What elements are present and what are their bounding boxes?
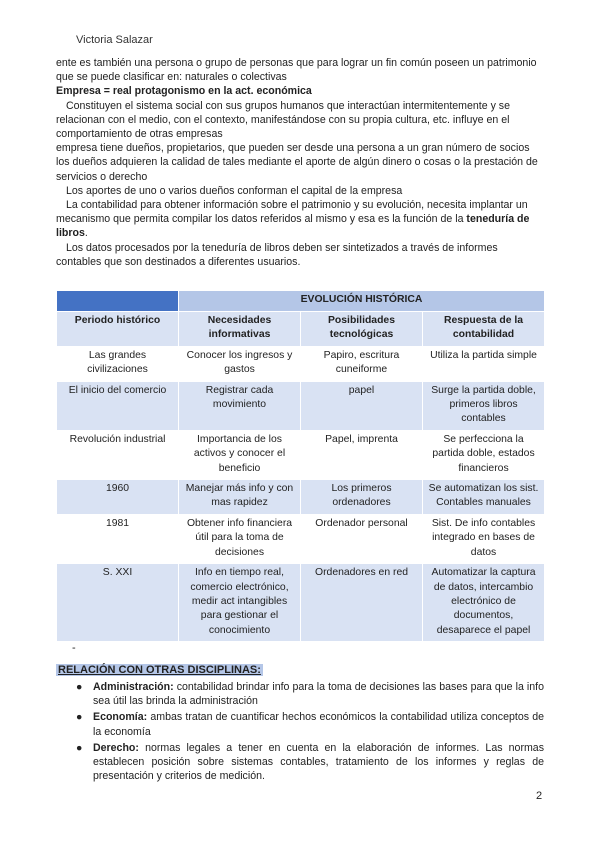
paragraph: empresa tiene dueños, propietarios, que pueden ser desde una persona a un gran número de socios los dueños adquieren la calidad de tales mediante el aporte de algún dinero o cosas o la prestación de servicios o derecho <box>56 142 538 183</box>
table-row <box>57 381 545 430</box>
table-cell: 1981 <box>57 514 179 563</box>
column-header: Necesidades informativas <box>179 312 301 347</box>
list-term: Economía: <box>93 711 148 724</box>
table-row <box>57 480 545 515</box>
table-cell: Importancia de los activos y conocer el beneficio <box>179 430 301 479</box>
table-row <box>57 346 545 381</box>
table-cell: Los primeros ordenadores <box>301 480 423 515</box>
list-item <box>56 741 544 784</box>
paragraph: Constituyen el sistema social con sus grupos humanos que interactúan intermitentemente y se relacionan con el medio, con el contexto, manifestándose con su propia cultura, etc. influye en el comportamiento de otras empresas <box>56 99 510 141</box>
relations-heading: RELACIÓN CON OTRAS DISCIPLINAS: <box>58 664 261 676</box>
bullet-icon: ● <box>76 681 83 693</box>
table-cell: Info en tiempo real, comercio electrónico, medir act intangibles para gestionar el conocimiento <box>179 564 301 642</box>
list-item <box>56 710 544 738</box>
table-cell: Utiliza la partida simple <box>423 346 545 381</box>
table-header-row <box>57 312 545 347</box>
list-text: normas legales a tener en cuenta en la elaboración de informes. Las normas establecen posición sobre sistemas contables, tratamiento de los informes y reglas de presentación y criterios de medición. <box>93 741 544 783</box>
table-cell: Papel, imprenta <box>301 430 423 479</box>
table-row <box>57 430 545 479</box>
table-cell: Automatizar la captura de datos, intercambio electrónico de documentos, desaparece el papel <box>423 564 545 642</box>
table-cell: Manejar más info y con mas rapidez <box>179 480 301 515</box>
paragraph: Los aportes de uno o varios dueños conforman el capital de la empresa <box>66 184 403 197</box>
table-cell: Se automatizan los sist. Contables manuales <box>423 480 545 515</box>
table-cell: Papiro, escritura cuneiforme <box>301 346 423 381</box>
table-cell: Surge la partida doble, primeros libros contables <box>423 381 545 430</box>
table-cell: Conocer los ingresos y gastos <box>179 346 301 381</box>
column-header: Respuesta de la contabilidad <box>423 312 545 347</box>
list-term: Derecho: <box>93 741 139 754</box>
column-header: Posibilidades tecnológicas <box>301 312 423 347</box>
paragraph: ente es también una persona o grupo de personas que para lograr un fin común poseen un patrimonio que se puede clasificar en: naturales o colectivas <box>56 57 537 84</box>
table-cell: Las grandes civilizaciones <box>57 346 179 381</box>
table-band-cell <box>57 291 179 312</box>
table-cell: Sist. De info contables integrado en bases de datos <box>423 514 545 563</box>
table-row <box>57 564 545 642</box>
table-row <box>57 514 545 563</box>
author-name: Victoria Salazar <box>76 34 153 46</box>
text-run: La contabilidad para obtener información sobre el patrimonio y su evolución, necesita implantar un mecanismo que permita compilar los datos referidos al mismo y esa es la función de la <box>56 199 528 226</box>
teneduria-term: teneduría de libros <box>56 213 530 240</box>
table-cell: Ordenadores en red <box>301 564 423 642</box>
bullet-icon: ● <box>76 711 83 724</box>
history-table <box>56 290 545 642</box>
table-cell: Ordenador personal <box>301 514 423 563</box>
list-text: ambas tratan de cuantificar hechos económicos la contabilidad utiliza conceptos de la economía <box>93 711 544 738</box>
table-cell: Registrar cada movimiento <box>179 381 301 430</box>
list-text: contabilidad brindar info para la toma de decisiones las bases para que la info sea útil las brinda la administración <box>93 681 545 708</box>
relations-list <box>56 680 544 785</box>
page-number: 2 <box>536 790 543 802</box>
body-text <box>56 56 544 269</box>
list-item <box>56 680 544 708</box>
table-title: EVOLUCIÓN HISTÓRICA <box>179 291 545 312</box>
bullet-icon: ● <box>76 741 83 754</box>
table-cell: Revolución industrial <box>57 430 179 479</box>
paragraph <box>56 198 544 241</box>
table-cell: 1960 <box>57 480 179 515</box>
table-cell: Obtener info financiera útil para la toma de decisiones <box>179 514 301 563</box>
table-cell: El inicio del comercio <box>57 381 179 430</box>
list-term: Administración: <box>93 681 174 693</box>
empresa-heading: Empresa = real protagonismo en la act. económica <box>56 85 312 98</box>
table-cell: Se perfecciona la partida doble, estados financieros <box>423 430 545 479</box>
separator-dash: - <box>72 642 76 654</box>
column-header: Periodo histórico <box>57 312 179 347</box>
table-cell: S. XXI <box>57 564 179 642</box>
table-cell: papel <box>301 381 423 430</box>
paragraph: Los datos procesados por la teneduría de libros deben ser sintetizados a través de informes contables que son destinados a diferentes usuarios. <box>56 241 498 268</box>
table-band-row <box>57 291 545 312</box>
text-run: . <box>84 227 88 240</box>
